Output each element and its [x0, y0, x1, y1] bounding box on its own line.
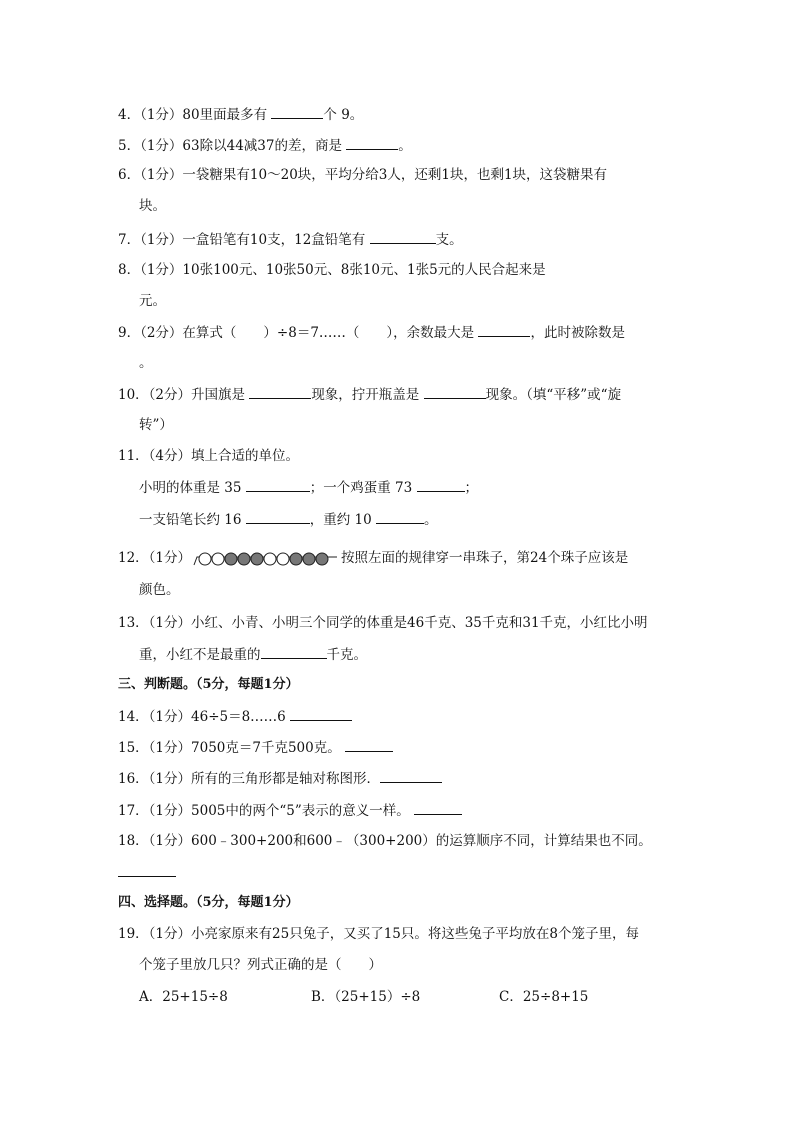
question-11-line2	[139, 477, 478, 498]
bead-dark	[225, 553, 237, 565]
answer-blank[interactable]	[246, 509, 310, 524]
q5-text-end: 。	[398, 138, 412, 154]
q11-text-c3: 。	[424, 512, 438, 528]
q11-text-c2: ，重约 10	[309, 512, 377, 528]
question-10	[118, 384, 621, 405]
option-c[interactable]: C．25÷8+15	[499, 989, 589, 1005]
q9-text: 9．（2分）在算式（ ）÷8＝7……（ ），余数最大是	[118, 325, 479, 341]
answer-blank[interactable]	[346, 135, 398, 150]
q10-text-end: 转”）	[139, 417, 173, 433]
option-b[interactable]: B．（25+15）÷8	[311, 989, 421, 1005]
answer-blank[interactable]	[380, 768, 442, 783]
q8-text-end: 元。	[139, 293, 166, 309]
answer-blank[interactable]	[414, 800, 462, 815]
q10-text-mid: 现象，拧开瓶盖是	[311, 387, 424, 403]
question-9-cont	[139, 353, 153, 373]
q15-text: 15．（1分）7050克＝7千克500克。	[118, 740, 346, 756]
q13-text-mid: 重，小红不是最重的	[139, 647, 261, 663]
bead-dark	[303, 553, 315, 565]
question-14	[118, 706, 352, 727]
question-11-line3	[139, 509, 438, 530]
section-4-title: 四、选择题。（5分，每题1分）	[118, 895, 299, 910]
bead-light	[199, 553, 211, 565]
bead-light	[277, 553, 289, 565]
answer-blank[interactable]	[271, 104, 323, 119]
bead-dark	[316, 553, 328, 565]
q4-text-end: 个 9。	[323, 107, 364, 123]
question-12-cont	[139, 580, 180, 600]
bead-dark	[238, 553, 250, 565]
question-18	[118, 831, 652, 851]
q14-text: 14．（1分）46÷5＝8……6	[118, 709, 291, 725]
q19-text-b: 个笼子里放几只？列式正确的是（ ）	[139, 957, 382, 973]
q6-text-end: 块。	[139, 198, 166, 214]
q13-text: 13．（1分）小红、小青、小明三个同学的体重是46千克、35千克和31千克，小红比小明	[118, 615, 648, 631]
q9-text-end: 。	[139, 355, 153, 371]
q7-text-end: 支。	[435, 232, 463, 248]
question-17	[118, 800, 462, 821]
answer-blank[interactable]	[246, 477, 310, 492]
q9-text-mid: ，此时被除数是	[530, 325, 625, 341]
answer-blank[interactable]	[376, 509, 424, 524]
q8-text: 8．（1分）10张100元、10张50元、8张10元、1张5元的人民合起来是	[118, 262, 546, 278]
question-12	[118, 548, 628, 568]
section-4-heading	[118, 893, 299, 913]
q16-text: 16．（1分）所有的三角形都是轴对称图形．	[118, 771, 381, 787]
question-6-cont	[139, 196, 166, 216]
answer-blank[interactable]	[478, 322, 530, 337]
question-18-cont	[118, 862, 176, 883]
question-11	[118, 446, 299, 466]
q18-text: 18．（1分）600﹣300+200和600﹣（300+200）的运算顺序不同，计算结果也不同。	[118, 833, 652, 849]
answer-blank[interactable]	[345, 737, 393, 752]
bead-string-figure	[193, 551, 339, 567]
question-8	[118, 260, 546, 280]
bead-group	[199, 553, 328, 565]
q12-text-mid: 按照左面的规律穿一串珠子，第24个珠子应该是	[341, 550, 629, 566]
answer-blank[interactable]	[261, 644, 327, 659]
question-10-cont	[139, 415, 173, 435]
question-6	[118, 165, 607, 185]
q11-text-b1: 小明的体重是 35	[139, 480, 246, 496]
q10-text-mid2: 现象。（填“平移”或“旋	[485, 387, 622, 403]
bead-dark	[290, 553, 302, 565]
q7-text: 7．（1分）一盒铅笔有10支，12盒铅笔有	[118, 232, 370, 248]
question-19-cont	[139, 955, 382, 975]
question-5	[118, 135, 412, 156]
answer-blank[interactable]	[417, 477, 465, 492]
section-3-title: 三、判断题。（5分，每题1分）	[118, 677, 299, 692]
answer-blank[interactable]	[424, 384, 486, 399]
answer-blank[interactable]	[290, 706, 352, 721]
option-a[interactable]: A．25+15÷8	[139, 989, 228, 1005]
question-15	[118, 737, 393, 758]
section-3-heading	[118, 675, 299, 695]
q5-text: 5．（1分）63除以44减37的差，商是	[118, 138, 347, 154]
question-9	[118, 322, 625, 343]
bead-dark	[251, 553, 263, 565]
q12-text: 12．（1分）	[118, 550, 192, 566]
q4-text: 4．（1分）80里面最多有	[118, 107, 272, 123]
q11-text: 11．（4分）填上合适的单位。	[118, 448, 300, 464]
answer-blank[interactable]	[370, 229, 436, 244]
bead-light	[212, 553, 224, 565]
q12-text-end: 颜色。	[139, 582, 180, 598]
bead-light	[264, 553, 276, 565]
question-16	[118, 768, 442, 789]
question-4	[118, 104, 363, 125]
q6-text: 6．（1分）一袋糖果有10～20块，平均分给3人，还剩1块，也剩1块，这袋糖果有	[118, 167, 608, 183]
question-13	[118, 613, 648, 633]
question-19-options	[139, 987, 588, 1007]
q10-text: 10．（2分）升国旗是	[118, 387, 250, 403]
q17-text: 17．（1分）5005中的两个“5”表示的意义一样。	[118, 803, 415, 819]
question-19	[118, 924, 639, 944]
question-8-cont	[139, 291, 166, 311]
q11-text-c1: 一支铅笔长约 16	[139, 512, 246, 528]
question-13-cont	[139, 644, 367, 665]
q13-text-end: 千克。	[326, 647, 367, 663]
question-7	[118, 229, 463, 250]
q19-text: 19．（1分）小亮家原来有25只兔子，又买了15只。将这些兔子平均放在8个笼子里，每	[118, 926, 639, 942]
answer-blank[interactable]	[249, 384, 311, 399]
q11-text-b3: ；	[464, 480, 479, 496]
answer-blank[interactable]	[118, 862, 176, 877]
q11-text-b2: ；一个鸡蛋重 73	[309, 480, 417, 496]
